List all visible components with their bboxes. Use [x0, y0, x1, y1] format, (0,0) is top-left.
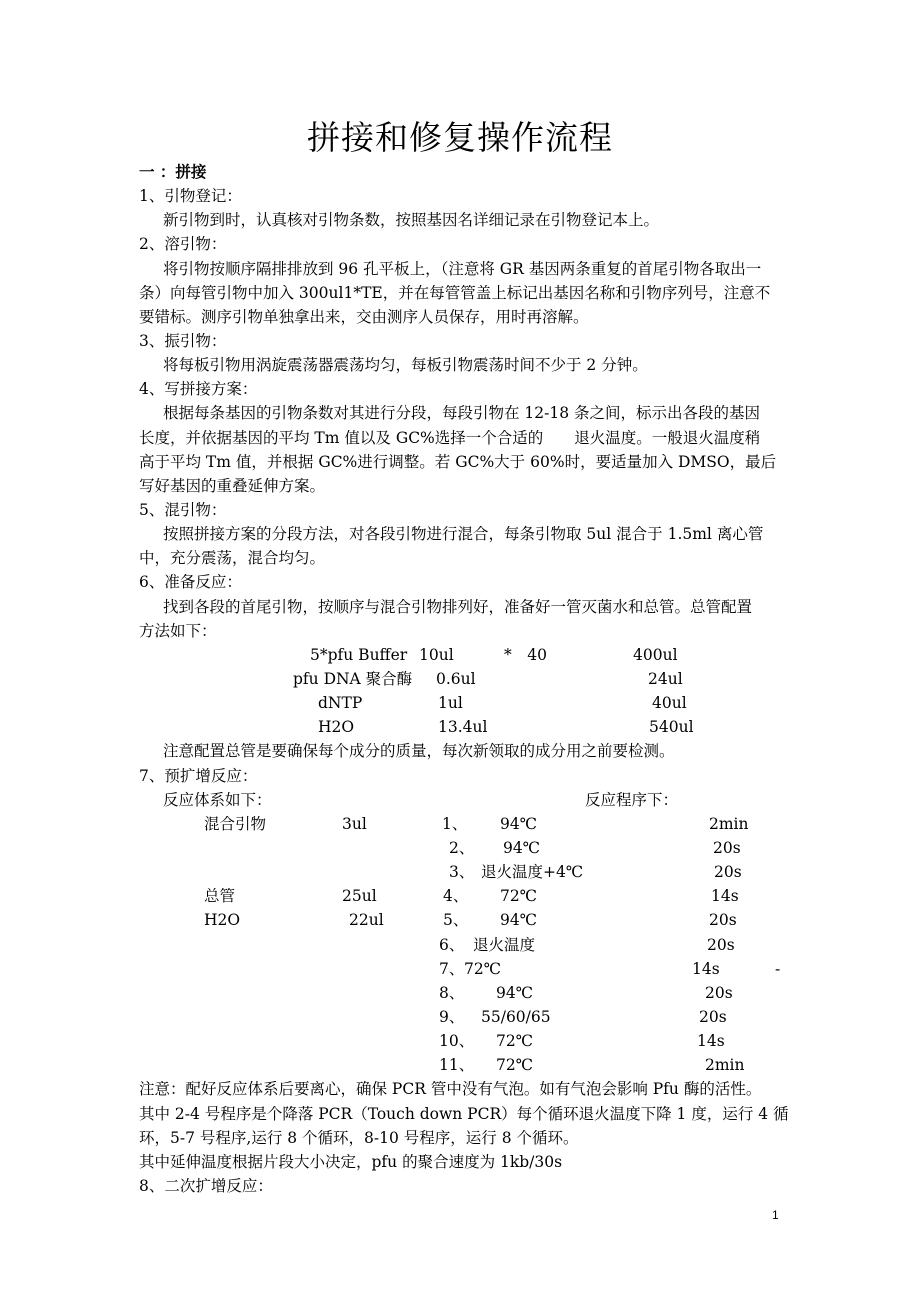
program-temperature: 94℃ — [500, 815, 538, 833]
program-step-number: 10、 — [439, 1032, 475, 1050]
system-component: 混合引物 — [204, 815, 267, 833]
program-step-number: 8、 — [439, 984, 465, 1002]
program-step-number: 4、 — [443, 887, 469, 905]
page-title: 拼接和修复操作流程 — [307, 118, 613, 157]
step4-line: 长度，并依据基因的平均 Tm 值以及 GC%选择一个合适的 退火温度。一般退火温度稍 — [139, 429, 761, 447]
step7-note: 其中 2-4 号程序是个降落 PCR（Touch down PCR）每个循环退火温度下降 1 度，运行 4 循 — [139, 1105, 789, 1123]
mix-component: pfu DNA 聚合酶 — [293, 670, 413, 688]
step6-heading: 6、准备反应： — [139, 573, 242, 591]
step2-heading: 2、溶引物： — [139, 235, 227, 253]
step2-line: 要错标。测序引物单独拿出来，交由测序人员保存，用时再溶解。 — [139, 308, 589, 326]
program-time: 2min — [705, 1056, 745, 1074]
step6-note: 注意配置总管是要确保每个成分的质量，每次新领取的成分用之前要检测。 — [163, 742, 675, 760]
step4-heading: 4、写拼接方案： — [139, 380, 258, 398]
program-temperature: 72℃ — [496, 1032, 534, 1050]
step1-line: 新引物到时，认真核对引物条数，按照基因名详细记录在引物登记本上。 — [163, 211, 660, 229]
page-number: 1 — [772, 1208, 779, 1222]
program-temperature: 94℃ — [503, 839, 541, 857]
mix-amount: 10ul — [419, 646, 454, 664]
mix-total: 540ul — [649, 718, 694, 736]
mix-amount: 0.6ul — [436, 670, 476, 688]
step7-note: 注意：配好反应体系后要离心，确保 PCR 管中没有气泡。如有气泡会影响 Pfu 酶的活性。 — [139, 1080, 762, 1098]
step6-line: 找到各段的首尾引物，按顺序与混合引物排列好，准备好一管灭菌水和总管。总管配置 — [163, 598, 753, 616]
program-time: 20s — [699, 1008, 727, 1026]
program-step-number: 11、 — [439, 1056, 475, 1074]
step2-line: 将引物按顺序隔排排放到 96 孔平板上，（注意将 GR 基因两条重复的首尾引物各取出一 — [163, 260, 762, 278]
mix-component: H2O — [318, 718, 355, 736]
mix-amount: 1ul — [438, 694, 463, 712]
step7-note: 环，5-7 号程序,运行 8 个循环，8-10 号程序，运行 8 个循环。 — [139, 1129, 579, 1147]
step4-line: 根据每条基因的引物条数对其进行分段，每段引物在 12-18 条之间，标示出各段的基因 — [163, 404, 761, 422]
step4-line: 写好基因的重叠延伸方案。 — [139, 477, 326, 495]
mix-component: dNTP — [318, 694, 363, 712]
program-temperature: 72℃ — [464, 960, 502, 978]
mix-component: 5*pfu Buffer — [310, 646, 408, 664]
program-step-number: 5、 — [443, 911, 469, 929]
program-time: 20s — [705, 984, 733, 1002]
program-time: 20s — [714, 863, 742, 881]
step5-heading: 5、混引物： — [139, 501, 227, 519]
reaction-system-label: 反应体系如下： — [163, 791, 272, 809]
program-step-number: 2、 — [449, 839, 475, 857]
step3-heading: 3、振引物： — [139, 332, 227, 350]
step6-line: 方法如下： — [139, 622, 217, 640]
step7-heading: 7、预扩增反应： — [139, 767, 258, 785]
system-amount: 25ul — [342, 887, 377, 905]
step7-note: 其中延伸温度根据片段大小决定，pfu 的聚合速度为 1kb/30s — [139, 1153, 563, 1171]
program-time: 20s — [707, 936, 735, 954]
program-temperature: 72℃ — [496, 1056, 534, 1074]
mix-amount: 13.4ul — [438, 718, 488, 736]
program-temperature: 退火温度+4℃ — [481, 863, 584, 881]
section-heading: 一 ：拼接 — [139, 162, 207, 181]
program-step-number: 7、 — [439, 960, 465, 978]
step1-heading: 1、引物登记： — [139, 187, 242, 205]
program-step-number: 3、 — [449, 863, 475, 881]
reaction-program-label: 反应程序下： — [585, 791, 679, 809]
program-temperature: 55/60/65 — [481, 1008, 551, 1026]
program-temperature: 退火温度 — [473, 936, 536, 954]
program-temperature: 94℃ — [496, 984, 534, 1002]
program-step-number: 9、 — [439, 1008, 465, 1026]
system-amount: 22ul — [349, 911, 384, 929]
step5-line: 按照拼接方案的分段方法，对各段引物进行混合，每条引物取 5ul 混合于 1.5ml 离心管 — [163, 525, 764, 543]
program-extra-mark: - — [775, 960, 781, 978]
program-time: 2min — [709, 815, 749, 833]
mix-multiplier: * 40 — [504, 646, 547, 664]
program-step-number: 6、 — [439, 936, 465, 954]
step5-line: 中，充分震荡，混合均匀。 — [139, 549, 326, 567]
step2-line: 条）向每管引物中加入 300ul1*TE，并在每管管盖上标记出基因名称和引物序列号，注意不 — [139, 284, 771, 302]
program-time: 20s — [709, 911, 737, 929]
program-time: 14s — [711, 887, 739, 905]
system-component: 总管 — [204, 887, 236, 905]
program-step-number: 1、 — [442, 815, 468, 833]
system-amount: 3ul — [342, 815, 367, 833]
program-temperature: 94℃ — [500, 911, 538, 929]
program-time: 14s — [697, 1032, 725, 1050]
step3-line: 将每板引物用涡旋震荡器震荡均匀，每板引物震荡时间不少于 2 分钟。 — [163, 356, 648, 374]
system-component: H2O — [204, 911, 241, 929]
program-time: 20s — [713, 839, 741, 857]
program-time: 14s — [692, 960, 720, 978]
mix-total: 24ul — [648, 670, 683, 688]
mix-total: 40ul — [652, 694, 687, 712]
program-temperature: 72℃ — [500, 887, 538, 905]
mix-total: 400ul — [633, 646, 678, 664]
step8-heading: 8、二次扩增反应： — [139, 1177, 273, 1195]
step4-line: 高于平均 Tm 值，并根据 GC%进行调整。若 GC%大于 60%时，要适量加入 DMSO，最后 — [139, 453, 777, 471]
